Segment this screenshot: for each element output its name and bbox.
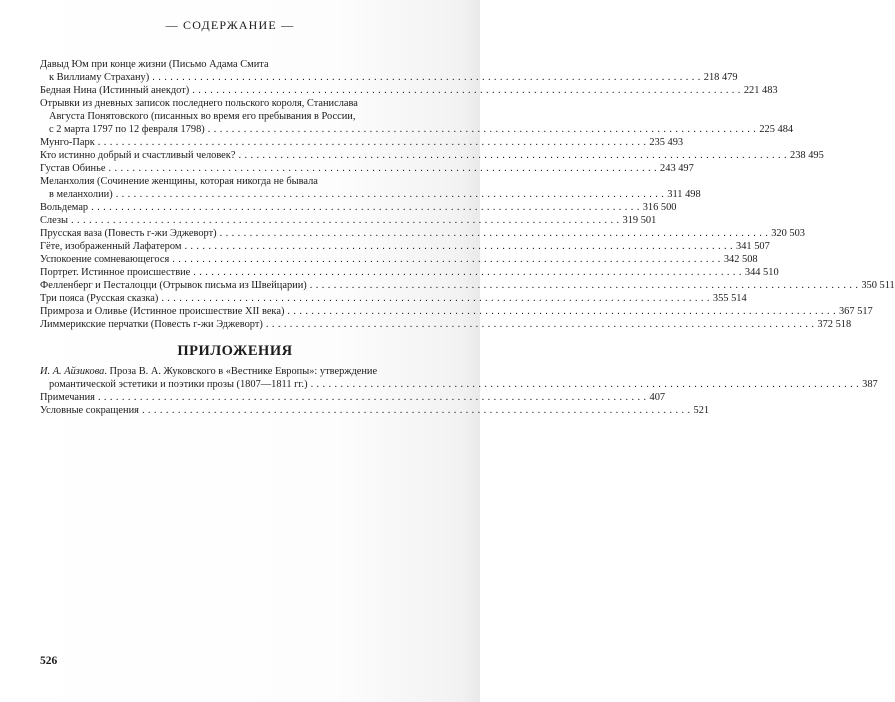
entry-title <box>40 84 189 97</box>
entry-line-last <box>40 240 770 253</box>
entry-line-last <box>40 391 666 404</box>
page-ref: 316 500 <box>642 202 677 213</box>
page-ref: 407 <box>649 392 666 403</box>
toc-entry <box>40 149 824 162</box>
dot-leader <box>98 136 647 149</box>
entry-title: Отрывки из дневных записок последнего польского короля, Станислава <box>40 98 358 109</box>
dot-leader <box>116 188 665 201</box>
entry-line-last <box>40 71 738 84</box>
dot-leader <box>311 378 860 391</box>
entry-line-last <box>40 305 873 318</box>
dot-leader <box>172 253 721 266</box>
toc-entry <box>40 136 684 149</box>
toc-entry <box>40 404 710 417</box>
dot-leader <box>310 279 859 292</box>
page-ref: 521 <box>693 405 710 416</box>
dot-leader <box>238 149 787 162</box>
toc-entry <box>40 305 873 318</box>
dot-leader <box>287 305 836 318</box>
entry-title <box>40 162 105 175</box>
entry-title-text: Бедная Нина (Истинный анекдот) <box>40 85 190 96</box>
table-of-contents <box>40 58 895 331</box>
toc-entry <box>40 84 778 97</box>
toc-entry <box>40 162 694 175</box>
entry-title <box>40 136 95 149</box>
dot-leader <box>184 240 733 253</box>
toc-entry <box>40 318 852 331</box>
dot-leader <box>220 227 769 240</box>
entry-title <box>40 253 169 266</box>
entry-title-text: Успокоение сомневающегося <box>40 254 170 265</box>
entry-line-last <box>40 123 794 136</box>
entry-title <box>40 404 139 417</box>
toc-entry <box>40 391 666 404</box>
entry-line-last <box>40 279 895 292</box>
page-ref: 311 498 <box>667 189 701 200</box>
page-ref: 387 <box>862 379 878 390</box>
entry-line <box>40 58 430 71</box>
toc-entry <box>40 240 770 253</box>
dot-leader <box>71 214 620 227</box>
entry-title-text: романтической эстетики и поэтики прозы (1807—1811 гг.) <box>49 379 308 390</box>
appendix-title: ПРИЛОЖЕНИЯ <box>177 343 293 359</box>
entry-author: И. А. Айзикова <box>40 366 105 377</box>
entry-title <box>40 240 181 253</box>
entry-line-last <box>40 318 852 331</box>
page-ref: 319 501 <box>622 215 657 226</box>
entry-title <box>40 149 235 162</box>
dot-leader <box>91 201 640 214</box>
entry-title <box>49 71 149 84</box>
entry-title: Августа Понятовского (писанных во время его пребывания в России, <box>49 111 356 122</box>
entry-title <box>40 214 68 227</box>
entry-line-last <box>40 149 824 162</box>
entry-title <box>40 227 217 240</box>
dot-leader <box>108 162 657 175</box>
toc-entry <box>40 58 738 84</box>
entry-line-last <box>40 404 710 417</box>
entry-line-last <box>40 214 657 227</box>
page-ref: 372 518 <box>817 319 852 330</box>
page-ref: 341 507 <box>736 241 770 252</box>
page-ref: 243 497 <box>660 163 694 174</box>
entry-title-text: Примроза и Оливье (Истинное происшествие XII века) <box>40 306 285 317</box>
entry-title-text: Три пояса (Русская сказка) <box>40 293 159 304</box>
toc-entry <box>40 97 794 136</box>
dot-leader <box>208 123 757 136</box>
entry-title <box>49 188 113 201</box>
entry-line-last <box>40 84 778 97</box>
entry-title: Давыд Юм при конце жизни (Письмо Адама Смита <box>40 59 269 70</box>
entry-title-text: Густав Обинье <box>40 163 106 174</box>
entry-title <box>40 201 88 214</box>
entry-line-last <box>40 162 694 175</box>
entry-title-text: Прусская ваза (Повесть г-жи Эджеворт) <box>40 228 217 239</box>
entry-line-last <box>40 378 878 391</box>
dot-leader <box>142 404 691 417</box>
entry-title-text: Портрет. Истинное происшествие <box>40 267 191 278</box>
toc-entry <box>40 279 895 292</box>
entry-line <box>40 175 430 188</box>
page-ref: 235 493 <box>649 137 684 148</box>
entry-title-text: Мунго-Парк <box>40 137 95 148</box>
entry-title-text: в меланхолии) <box>49 189 113 200</box>
toc-entry <box>40 266 779 279</box>
entry-title <box>40 292 158 305</box>
dot-leader <box>152 71 701 84</box>
entry-line-last <box>40 136 684 149</box>
entry-title-text: Кто истинно добрый и счастливый человек? <box>40 150 236 161</box>
dot-leader <box>266 318 815 331</box>
entry-line-last <box>40 253 758 266</box>
entry-line-last <box>40 201 677 214</box>
page-number: 526 <box>40 655 58 667</box>
dot-leader <box>193 266 742 279</box>
entry-title-text: Условные сокращения <box>40 405 139 416</box>
entry-title-text: Гёте, изображенный Лафатером <box>40 241 182 252</box>
page-ref: 225 484 <box>759 124 794 135</box>
page-ref: 367 517 <box>838 306 873 317</box>
entry-line <box>40 97 430 110</box>
toc-entry <box>40 292 747 305</box>
entry-line-last <box>40 266 779 279</box>
entry-title <box>40 391 95 404</box>
toc-entry <box>40 214 657 227</box>
dot-leader <box>161 292 710 305</box>
entry-title-text: Вольдемар <box>40 202 89 213</box>
page-ref: 355 514 <box>712 293 747 304</box>
entry-title-text: с 2 марта 1797 по 12 февраля 1798) <box>49 124 205 135</box>
toc-entry <box>40 227 805 240</box>
entry-line <box>40 110 430 123</box>
entry-line-last <box>40 227 805 240</box>
dot-leader <box>192 84 741 97</box>
entry-title <box>49 123 205 136</box>
entry-title <box>40 266 190 279</box>
page-ref: 350 511 <box>861 280 895 291</box>
entry-line <box>40 365 430 378</box>
entry-title: . Проза В. А. Жуковского в «Вестнике Европы»: утверждение <box>104 366 378 377</box>
entry-title <box>40 305 284 318</box>
toc-entry <box>40 175 701 201</box>
page-ref: 218 479 <box>703 72 738 83</box>
entry-title: Меланхолия (Сочинение женщины, которая никогда не бывала <box>40 176 318 187</box>
page-ref: 344 510 <box>744 267 779 278</box>
entry-title-text: Примечания <box>40 392 95 403</box>
dot-leader <box>98 391 647 404</box>
entry-line-last <box>40 188 701 201</box>
entry-title-text: Фелленберг и Песталоцци (Отрывок письма из Швейцарии) <box>40 280 307 291</box>
page-ref: 320 503 <box>771 228 805 239</box>
entry-title-text: к Виллиаму Страхану) <box>49 72 150 83</box>
toc-entry <box>40 201 677 214</box>
entry-title-text: Слезы <box>40 215 68 226</box>
entry-title <box>40 279 307 292</box>
toc-entry <box>40 253 758 266</box>
entry-title <box>40 318 263 331</box>
toc-entry <box>40 365 878 391</box>
appendix-contents <box>40 365 878 417</box>
entry-title-text: Лиммерикские перчатки (Повесть г-жи Эджеворт) <box>40 319 263 330</box>
entry-line-last <box>40 292 747 305</box>
entry-title <box>49 378 308 391</box>
page-ref: 221 483 <box>743 85 778 96</box>
page-ref: 238 495 <box>790 150 824 161</box>
page-ref: 342 508 <box>723 254 758 265</box>
running-head: — СОДЕРЖАНИЕ — <box>165 18 295 32</box>
